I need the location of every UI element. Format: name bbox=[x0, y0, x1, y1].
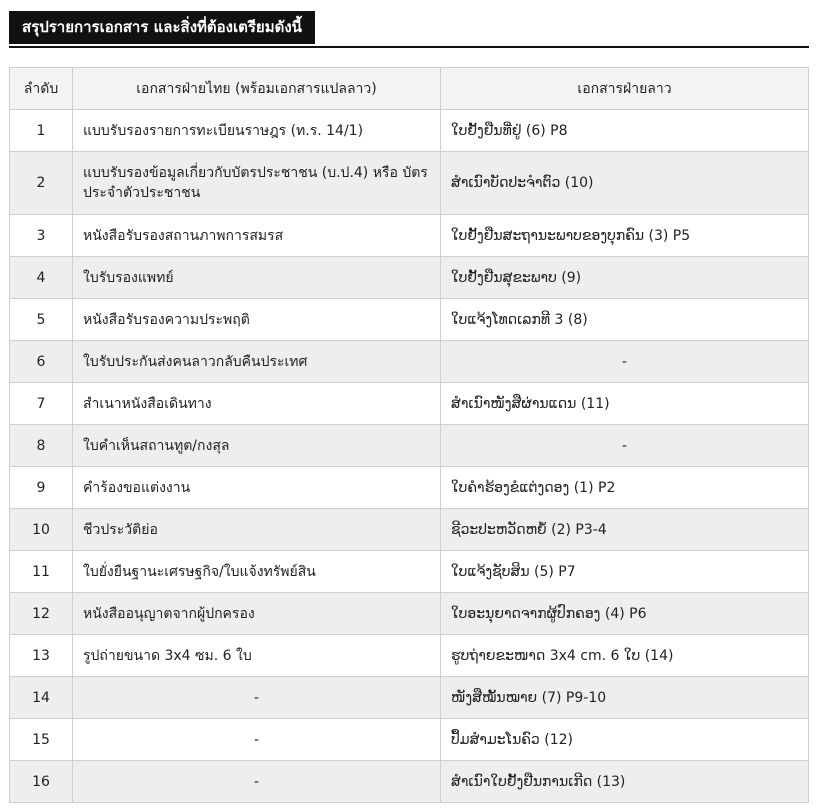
row-thai-document: คำร้องขอแต่งงาน bbox=[73, 467, 441, 509]
row-thai-document: ชีวประวัติย่อ bbox=[73, 509, 441, 551]
row-thai-document: หนังสืออนุญาตจากผู้ปกครอง bbox=[73, 593, 441, 635]
row-number: 6 bbox=[10, 341, 73, 383]
row-number: 7 bbox=[10, 383, 73, 425]
header-number: ลำดับ bbox=[10, 68, 73, 110]
header-thai-documents: เอกสารฝ่ายไทย (พร้อมเอกสารแปลลาว) bbox=[73, 68, 441, 110]
table-row bbox=[10, 215, 809, 257]
table-row bbox=[10, 152, 809, 215]
row-thai-document: - bbox=[73, 761, 441, 803]
row-thai-document: แบบรับรองรายการทะเบียนราษฎร (ท.ร. 14/1) bbox=[73, 110, 441, 152]
table-row bbox=[10, 509, 809, 551]
table-row bbox=[10, 677, 809, 719]
table-row bbox=[10, 593, 809, 635]
table-row bbox=[10, 110, 809, 152]
row-thai-document: - bbox=[73, 719, 441, 761]
row-thai-document: ใบรับรองแพทย์ bbox=[73, 257, 441, 299]
row-number: 1 bbox=[10, 110, 73, 152]
row-lao-document: ໃບຢັ້ງຢືນສະຖານະພາບຂອງບຸກຄົນ (3) P5 bbox=[441, 215, 809, 257]
documents-table bbox=[9, 67, 809, 803]
table-row bbox=[10, 719, 809, 761]
row-number: 10 bbox=[10, 509, 73, 551]
row-lao-document: ໃບແຈ້ງຊັບສິນ (5) P7 bbox=[441, 551, 809, 593]
row-lao-document: ໜັງສືໝັ້ນໝາຍ (7) P9-10 bbox=[441, 677, 809, 719]
row-lao-document: ສຳເນົາບັດປະຈຳຕົວ (10) bbox=[441, 152, 809, 215]
row-thai-document: ใบคำเห็นสถานทูต/กงสุล bbox=[73, 425, 441, 467]
header-lao-documents: เอกสารฝ่ายลาว bbox=[441, 68, 809, 110]
row-number: 14 bbox=[10, 677, 73, 719]
row-lao-document: ໃບຄຳຮ້ອງຂໍແຕ່ງດອງ (1) P2 bbox=[441, 467, 809, 509]
row-lao-document: ໃບຢັ້ງຢືນທີ່ຢູ່ (6) P8 bbox=[441, 110, 809, 152]
row-lao-document: ຮູບຖ່າຍຂະໜາດ 3x4 cm. 6 ໃບ (14) bbox=[441, 635, 809, 677]
row-lao-document: ຊີວະປະຫວັດຫຍໍ້ (2) P3-4 bbox=[441, 509, 809, 551]
row-thai-document: - bbox=[73, 677, 441, 719]
row-number: 11 bbox=[10, 551, 73, 593]
table-row bbox=[10, 467, 809, 509]
section-header bbox=[9, 11, 809, 48]
table-row bbox=[10, 425, 809, 467]
row-number: 15 bbox=[10, 719, 73, 761]
table-row bbox=[10, 383, 809, 425]
row-thai-document: หนังสือรับรองความประพฤติ bbox=[73, 299, 441, 341]
row-thai-document: รูปถ่ายขนาด 3x4 ซม. 6 ใบ bbox=[73, 635, 441, 677]
row-number: 3 bbox=[10, 215, 73, 257]
row-number: 9 bbox=[10, 467, 73, 509]
row-lao-document: ໃບແຈ້ງໂທດເລກທີ 3 (8) bbox=[441, 299, 809, 341]
row-thai-document: แบบรับรองข้อมูลเกี่ยวกับบัตรประชาชน (บ.ป.4) หรือ บัตรประจำตัวประชาชน bbox=[73, 152, 441, 215]
row-number: 12 bbox=[10, 593, 73, 635]
row-lao-document: ປຶ້ມສຳມະໂນຄົວ (12) bbox=[441, 719, 809, 761]
table-header-row bbox=[10, 68, 809, 110]
row-thai-document: ใบรับประกันส่งคนลาวกลับคืนประเทศ bbox=[73, 341, 441, 383]
row-lao-document: ສຳເນົາໜັງສືຜ່ານແດນ (11) bbox=[441, 383, 809, 425]
table-row bbox=[10, 761, 809, 803]
row-lao-document: - bbox=[441, 425, 809, 467]
row-lao-document: ສຳເນົາໃບຢັ້ງຢືນການເກີດ (13) bbox=[441, 761, 809, 803]
row-thai-document: ใบยั่งยืนฐานะเศรษฐกิจ/ใบแจ้งทรัพย์สิน bbox=[73, 551, 441, 593]
table-row bbox=[10, 299, 809, 341]
row-number: 16 bbox=[10, 761, 73, 803]
row-number: 8 bbox=[10, 425, 73, 467]
row-lao-document: - bbox=[441, 341, 809, 383]
row-thai-document: สำเนาหนังสือเดินทาง bbox=[73, 383, 441, 425]
row-lao-document: ໃບຢັ້ງຢືນສຸຂະພາບ (9) bbox=[441, 257, 809, 299]
row-number: 5 bbox=[10, 299, 73, 341]
row-number: 13 bbox=[10, 635, 73, 677]
table-row bbox=[10, 257, 809, 299]
table-row bbox=[10, 551, 809, 593]
row-thai-document: หนังสือรับรองสถานภาพการสมรส bbox=[73, 215, 441, 257]
table-row bbox=[10, 341, 809, 383]
row-lao-document: ໃບອະນຸຍາດຈາກຜູ້ປົກຄອງ (4) P6 bbox=[441, 593, 809, 635]
row-number: 2 bbox=[10, 152, 73, 215]
row-number: 4 bbox=[10, 257, 73, 299]
table-row bbox=[10, 635, 809, 677]
section-title: สรุปรายการเอกสาร และสิ่งที่ต้องเตรียมดังนี้ bbox=[9, 11, 315, 44]
